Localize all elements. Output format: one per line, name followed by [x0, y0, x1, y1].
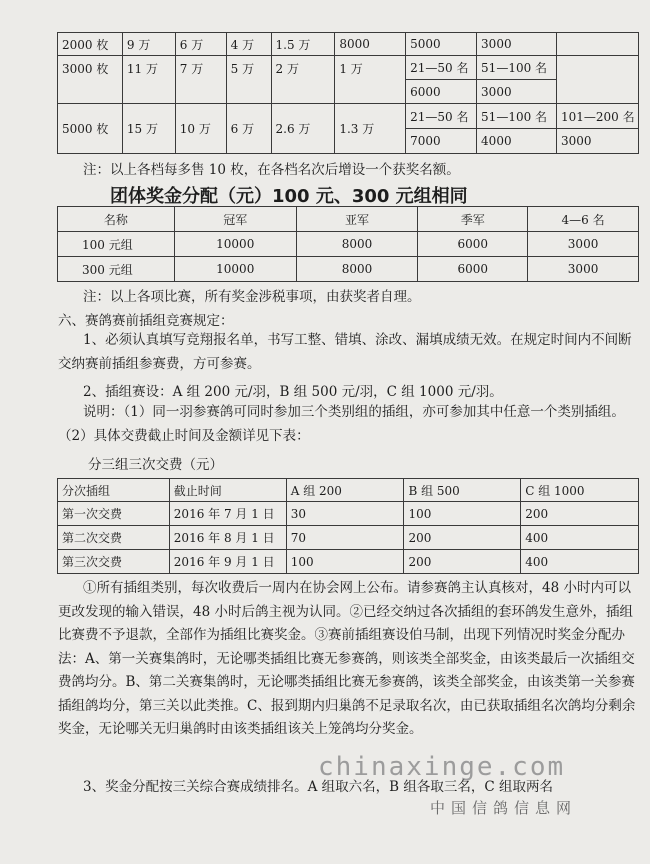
table-cell [556, 56, 638, 104]
site-watermark: chinaxinge.com [318, 752, 566, 782]
table-header-row [58, 207, 639, 232]
fee-table [57, 478, 639, 574]
table-cell: 21—50 名 [406, 56, 477, 80]
table-cell: 10 万 [175, 104, 226, 154]
table-cell: 51—100 名 [477, 56, 557, 80]
table-cell: 1 万 [335, 56, 406, 104]
table-cell: 3000 [528, 232, 639, 257]
table-cell: 200 [404, 526, 521, 550]
table-cell: 8000 [335, 33, 406, 56]
table-cell: 3000 枚 [58, 56, 123, 104]
table-cell: 6000 [418, 257, 528, 282]
table-cell: 3000 [556, 129, 638, 154]
table-row [58, 104, 639, 129]
table-cell: 11 万 [122, 56, 175, 104]
table-cell: 15 万 [122, 104, 175, 154]
table-cell: 300 元组 [58, 257, 175, 282]
column-header: B 组 500 [404, 479, 521, 502]
table-cell: 70 [286, 526, 404, 550]
fee-table-caption: 分三组三次交费（元） [88, 457, 223, 473]
table-cell: 10000 [174, 232, 296, 257]
column-header: 亚军 [296, 207, 418, 232]
table-row [58, 526, 639, 550]
table-cell: 10000 [174, 257, 296, 282]
table-row [58, 56, 639, 80]
table-cell: 100 [404, 502, 521, 526]
table-cell: 5000 [406, 33, 477, 56]
section-heading: 六、赛鸽赛前插组竞赛规定： [58, 313, 234, 329]
table-cell: 4 万 [226, 33, 271, 56]
team-prize-table [57, 206, 639, 282]
table-cell: 5000 枚 [58, 104, 123, 154]
table-cell: 4000 [477, 129, 557, 154]
table-cell: 200 [521, 502, 639, 526]
table-cell: 2000 枚 [58, 33, 123, 56]
table-cell: 100 元组 [58, 232, 175, 257]
rule-item-2: 2、插组赛设：A 组 200 元/羽，B 组 500 元/羽，C 组 1000 元/羽。 [83, 384, 503, 400]
table-cell: 200 [404, 550, 521, 574]
table-cell: 第三次交费 [58, 550, 170, 574]
table-cell: 3000 [477, 80, 557, 104]
team-prize-title: 团体奖金分配（元）100 元、300 元组相同 [110, 186, 468, 207]
table-cell: 6000 [406, 80, 477, 104]
site-watermark-cn: 中国信鸽信息网 [430, 799, 578, 817]
column-header: 名称 [58, 207, 175, 232]
table-cell: 5 万 [226, 56, 271, 104]
table-cell: 第二次交费 [58, 526, 170, 550]
column-header: 季军 [418, 207, 528, 232]
table-cell: 51—100 名 [477, 104, 557, 129]
column-header: 分次插组 [58, 479, 170, 502]
table-cell: 400 [521, 526, 639, 550]
table-row [58, 33, 639, 56]
rule-item-1: 1、必须认真填写竞翔报名单，书写工整、错填、涂改、漏填成绩无效。在规定时间内不间断交纳赛前插组参赛费，方可参赛。 [58, 332, 632, 372]
table-cell: 21—50 名 [406, 104, 477, 129]
table-cell: 7000 [406, 129, 477, 154]
table-cell: 6000 [418, 232, 528, 257]
table-cell: 2016 年 7 月 1 日 [169, 502, 286, 526]
table-row [58, 232, 639, 257]
table-cell: 100 [286, 550, 404, 574]
column-header: A 组 200 [286, 479, 404, 502]
table-cell: 400 [521, 550, 639, 574]
table-cell: 1.3 万 [335, 104, 406, 154]
table-row [58, 257, 639, 282]
table-cell: 101—200 名 [556, 104, 638, 129]
column-header: C 组 1000 [521, 479, 639, 502]
table-cell: 6 万 [175, 33, 226, 56]
rule-item-3: 3、奖金分配按三关综合赛成绩排名。A 组取六名，B 组各取三名，C 组取两名 [83, 779, 553, 795]
rules-paragraph: ①所有插组类别，每次收费后一周内在协会网上公布。请参赛鸽主认真核对，48 小时内可以更改发现的输入错误，48 小时后鸽主视为认同。②已经交纳过各次插组的套环鸽发生意外，插组比赛费不予退款，全部作为插组比赛奖金。③赛前插组赛设伯马制，出现下列情况时奖金分配办法：A、第一关赛集鸽时，无论哪类插组比赛无参赛鸽，则该类全部奖金，由该类最后一次插组交费鸽均分。B、第二关赛集鸽时，无论哪类插组比赛无参赛鸽，该类全部奖金，由该类第一关参赛插组鸽均分，第三关以此类推。C、报到期内归巢鸽不足录取名次，由已获取插组名次鸽均分剩余奖金，无论哪关无归巢鸽时由该类插组该关上笼鸽均分奖金。 [58, 580, 636, 737]
table-cell: 2 万 [271, 56, 335, 104]
column-header: 冠军 [174, 207, 296, 232]
table-cell [556, 33, 638, 56]
table-row [58, 502, 639, 526]
table-cell: 3000 [477, 33, 557, 56]
explanation: 说明：（1）同一羽参赛鸽可同时参加三个类别组的插组，亦可参加其中任意一个类别插组。（2）具体交费截止时间及金额详见下表： [58, 404, 625, 444]
column-header: 截止时间 [169, 479, 286, 502]
table-header-row [58, 479, 639, 502]
table-cell: 2016 年 9 月 1 日 [169, 550, 286, 574]
table-cell: 8000 [296, 257, 418, 282]
table-cell: 7 万 [175, 56, 226, 104]
table-cell: 第一次交费 [58, 502, 170, 526]
note-extra-prizes: 注：以上各档每多售 10 枚，在各档名次后增设一个获奖名额。 [83, 162, 460, 178]
prize-table [57, 32, 639, 154]
table-cell: 30 [286, 502, 404, 526]
table-cell: 9 万 [122, 33, 175, 56]
table-cell: 8000 [296, 232, 418, 257]
table-cell: 2.6 万 [271, 104, 335, 154]
table-cell: 3000 [528, 257, 639, 282]
note-tax: 注：以上各项比赛，所有奖金涉税事项，由获奖者自理。 [83, 289, 421, 305]
table-cell: 1.5 万 [271, 33, 335, 56]
table-cell: 2016 年 8 月 1 日 [169, 526, 286, 550]
table-row [58, 550, 639, 574]
table-cell: 6 万 [226, 104, 271, 154]
column-header: 4—6 名 [528, 207, 639, 232]
